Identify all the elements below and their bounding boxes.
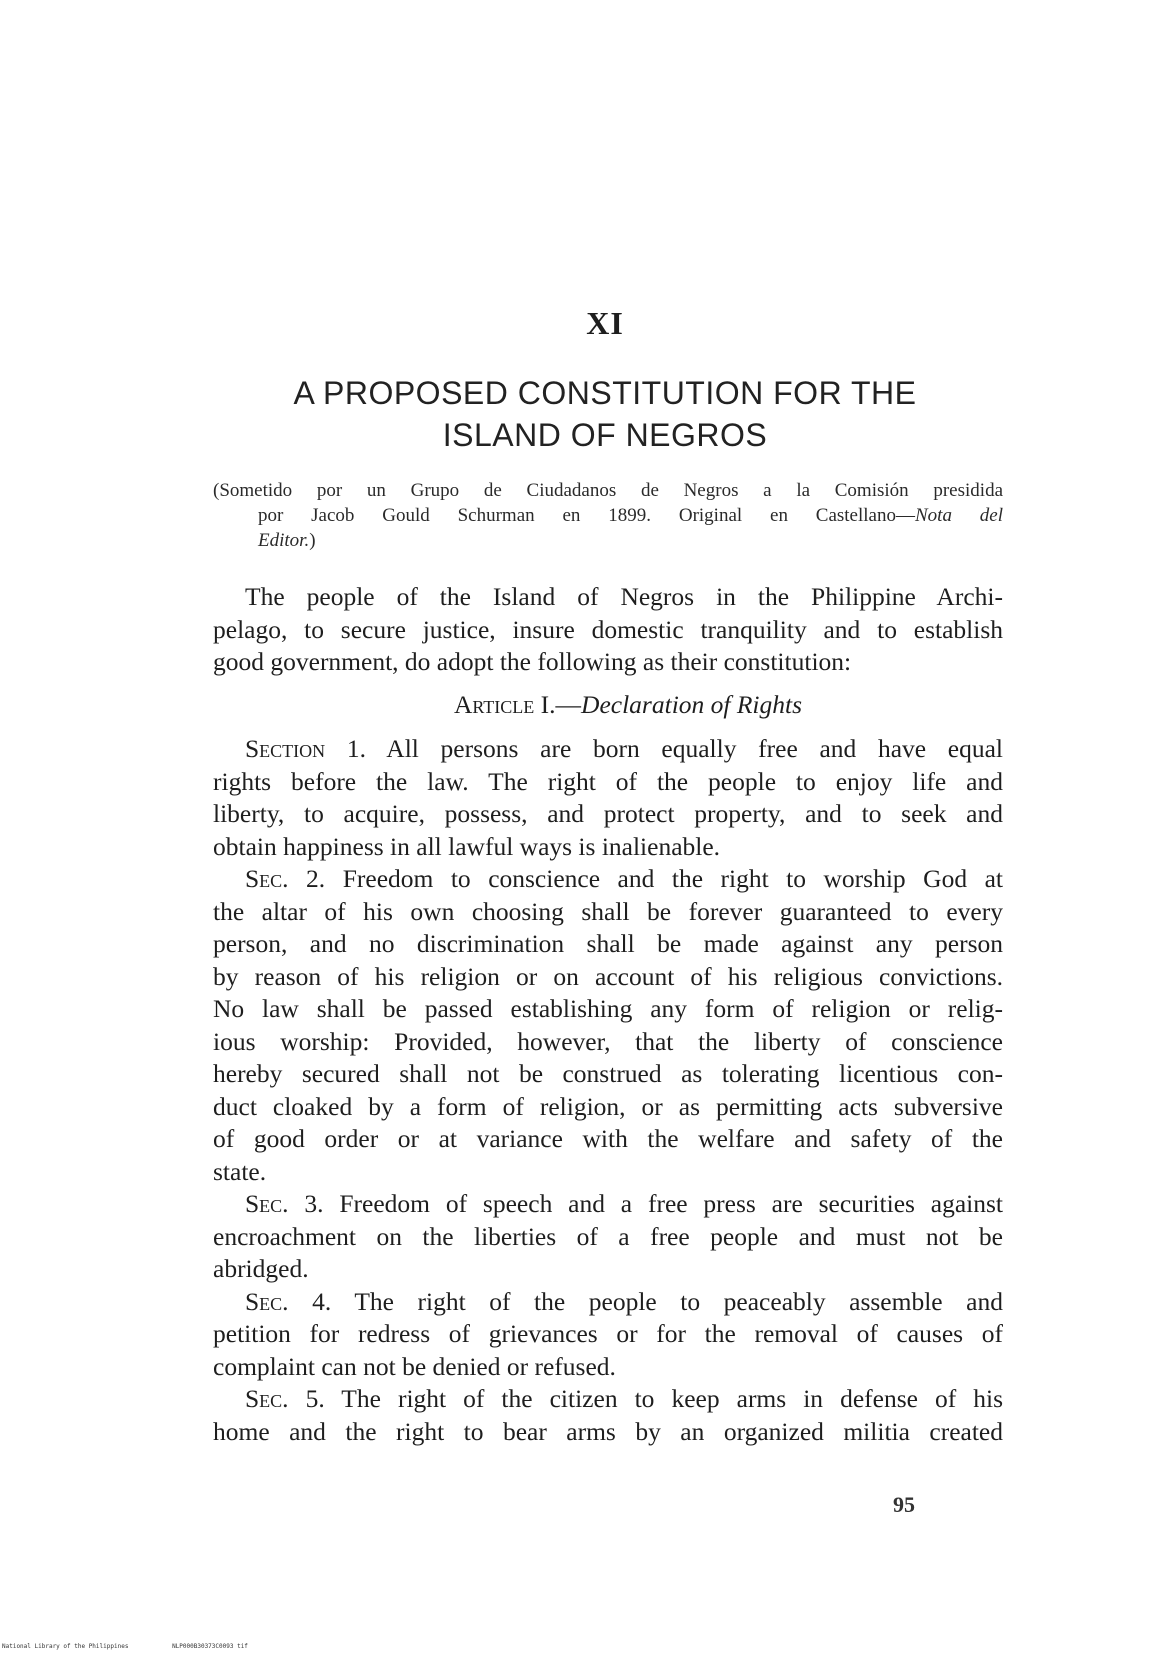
section-line: liberty, to acquire, possess, and protect property, and to seek and <box>213 799 1003 828</box>
section-text: The right of the citizen to keep arms in defense of his <box>341 1384 1003 1413</box>
section-line: encroachment on the liberties of a free people and must not be <box>213 1221 1003 1251</box>
section-line: home and the right to bear arms by an organized militia created <box>213 1416 1003 1446</box>
section-line: duct cloaked by a form of religion, or as permitting acts subversive <box>213 1091 1003 1121</box>
section-2 <box>213 863 1003 1188</box>
section-text: The right of the people to peaceably assemble and <box>354 1286 1003 1316</box>
section-line <box>213 733 1003 766</box>
title-line-2: ISLAND OF NEGROS <box>442 417 768 453</box>
scan-credit-file-id: NLP000B30373C0093 tif <box>172 1643 248 1650</box>
editor-note-italic-2: Editor. <box>258 530 310 551</box>
page-number: 95 <box>893 1492 915 1517</box>
section-text: Freedom of speech and a free press are securities against <box>339 1189 1003 1218</box>
section-line: state. <box>213 1156 267 1186</box>
scan-credit <box>2 1643 288 1650</box>
section-line: petition for redress of grievances or for the removal of causes of <box>213 1319 1003 1348</box>
section-line: obtain happiness in all lawful ways is inalienable. <box>213 831 721 861</box>
scan-credit-library: National Library of the Philippines <box>2 1643 129 1650</box>
editor-note-line-3 <box>213 528 1003 553</box>
body-text <box>213 581 1003 1448</box>
preamble-line: pelago, to secure justice, insure domestic tranquility and to establish <box>213 614 1003 644</box>
section-line: complaint can not be denied or refused. <box>213 1351 616 1381</box>
section-line: rights before the law. The right of the people to enjoy life and <box>213 766 1003 796</box>
section-label: Sec. 4. <box>245 1286 332 1316</box>
title-line-1: A PROPOSED CONSTITUTION FOR THE <box>293 375 917 411</box>
section-line: person, and no discrimination shall be made against any person <box>213 929 1003 958</box>
section-line: No law shall be passed establishing any form of religion or relig- <box>213 994 1003 1023</box>
section-label: Sec. 2. <box>245 864 326 893</box>
section-label: Sec. 5. <box>245 1384 325 1413</box>
article-label: Article I. <box>453 689 556 719</box>
section-line <box>213 1188 1003 1221</box>
section-line: by reason of his religion or on account of his religious convictions. <box>213 961 1003 991</box>
editor-note-italic-1: Nota del <box>915 505 1004 526</box>
chapter-number: XI <box>586 305 624 341</box>
section-text: Freedom to conscience and the right to worship God at <box>342 864 1003 893</box>
article-dash: — <box>555 689 582 719</box>
section-line: abridged. <box>213 1254 309 1283</box>
section-4 <box>213 1286 1003 1384</box>
section-label: Section 1. <box>245 734 366 763</box>
preamble-line: good government, do adopt the following as their constitution: <box>213 647 852 676</box>
section-line <box>213 1383 1003 1416</box>
preamble-line: The people of the Island of Negros in the Philippine Archi- <box>245 582 1003 611</box>
editor-note-close-paren: ) <box>309 530 316 551</box>
article-subtitle: Declaration of Rights <box>581 689 803 719</box>
section-text: All persons are born equally free and have equal <box>386 734 1003 763</box>
section-line <box>213 863 1003 896</box>
preamble <box>213 581 1003 679</box>
section-line: of good order or at variance with the welfare and safety of the <box>213 1124 1003 1153</box>
editor-note-line-1: (Sometido por un Grupo de Ciudadanos de Negros a la Comisión presidida <box>213 480 1003 501</box>
document-title <box>200 372 1010 456</box>
section-line: the altar of his own choosing shall be forever guaranteed to every <box>213 896 1003 926</box>
editor-note <box>213 478 1003 553</box>
section-line <box>213 1286 1003 1319</box>
editor-note-line-2 <box>213 503 1003 528</box>
editor-note-line-2-text: por Jacob Gould Schurman en 1899. Original en Castellano— <box>258 505 915 526</box>
section-line: hereby secured shall not be construed as tolerating licentious con- <box>213 1059 1003 1088</box>
section-label: Sec. 3. <box>245 1189 324 1218</box>
section-5 <box>213 1383 1003 1448</box>
section-line: ious worship: Provided, however, that the liberty of conscience <box>213 1026 1003 1056</box>
section-3 <box>213 1188 1003 1286</box>
section-1 <box>213 733 1003 863</box>
article-heading <box>213 689 1003 722</box>
